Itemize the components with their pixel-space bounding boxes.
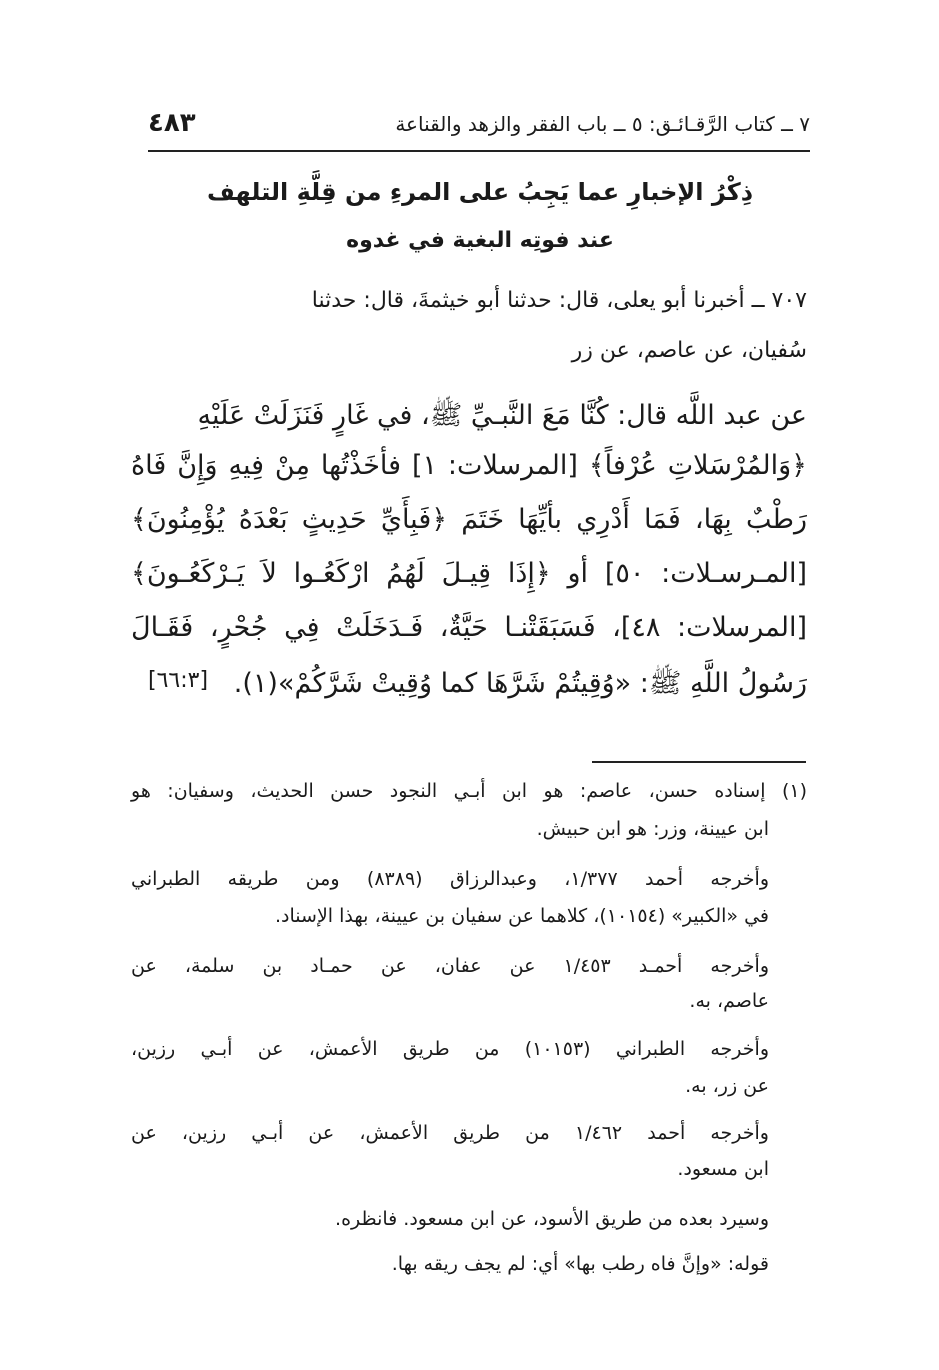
footnote-4-line-1: وأخرجه الطبراني (١٠١٥٣) من طريق الأعمش، عن أبـي رزين،: [131, 1038, 769, 1060]
hadith-line-3: رَطْبٌ بِهَا، فَمَا أَدْرِي بأيِّهَا خَتَمَ ﴿فَبِأَيِّ حَدِيثٍ بَعْدَهُ يُؤْمِنُونَ﴾: [131, 504, 807, 535]
isnad-line-2: سُفيان، عن عاصم، عن زر: [571, 338, 807, 363]
section-heading-line-2: عند فوتِه البغية في غدوه: [346, 228, 614, 253]
footnote-2-line-1: وأخرجه أحمد ١/٣٧٧، وعبدالرزاق (٨٣٨٩) ومن طريقه الطبراني: [131, 868, 770, 890]
footnote-3-line-1: وأخرجه أحمـد ١/٤٥٣ عن عفان، عن حمـاد بن سلمة، عن: [131, 955, 770, 977]
footnote-5-line-2: ابن مسعود.: [677, 1158, 769, 1180]
section-heading-line-1: ذِكْرُ الإخبارِ عما يَجِبُ على المرءِ من قِلَّةِ التلهف: [206, 178, 754, 206]
page-number: ٤٨٣: [148, 108, 196, 138]
footnote-1-line-1: (١) إسناده حسن، عاصم: هو ابن أبـي النجود حسن الحديث، وسفيان: هو: [131, 780, 807, 802]
hadith-line-6: رَسُولُ اللَّهِ ﷺ: «وُقِيتُمْ شَرَّهَا كما وُقِيتْ شَرَّكُمْ»(١).: [233, 668, 807, 699]
isnad-line-1: ٧٠٧ ــ أخبرنا أبو يعلى، قال: حدثنا أبو خيثمةَ، قال: حدثنا: [311, 288, 807, 313]
running-title: ٧ ــ كتاب الرَّقـائـق: ٥ ــ باب الفقر والزهد والقناعة: [395, 112, 810, 136]
footnote-5-line-1: وأخرجه أحمد ١/٤٦٢ من طريق الأعمش، عن أبـي رزين، عن: [131, 1122, 769, 1144]
footnote-separator: [592, 761, 806, 763]
footnote-1-line-2: ابن عيينة، وزر: هو ابن حبيش.: [536, 818, 769, 840]
footnote-7: قوله: «وإنَّ فاه رطب بها» أي: لم يجف ريقه بها.: [391, 1253, 769, 1275]
footnote-3-line-2: عاصم، به.: [689, 990, 769, 1012]
hadith-line-5: [المرسلات: ٤٨]، فَسَبَقَتْنـا حَيَّةٌ، فَـدَخَلَتْ فِي جُحْرٍ، فَقَـالَ: [131, 612, 807, 643]
hadith-line-1: عن عبد اللَّه قال: كُنَّا مَعَ النَّبـيِّ ﷺ، في غَارٍ فَنَزَلَتْ عَلَيْهِ: [197, 400, 807, 431]
footnote-6: وسيرد بعده من طريق الأسود، عن ابن مسعود. فانظره.: [335, 1208, 769, 1230]
hadith-reference: [٦٦:٣]: [148, 668, 209, 693]
footnote-4-line-2: عن زر، به.: [685, 1075, 769, 1097]
hadith-line-4: [المـرسـلات: ٥٠] أو ﴿إِذَا قِيـلَ لَهُمُ ارْكَعُـوا لاَ يَـرْكَعُـونَ﴾: [131, 558, 807, 589]
footnote-2-line-2: في «الكبير» (١٠١٥٤)، كلاهما عن سفيان بن عيينة، بهذا الإسناد.: [275, 905, 769, 927]
hadith-line-2: ﴿وَالمُرْسَلاتِ عُرْفاً﴾ [المرسلات: ١] فأخَذْتُها مِنْ فِيهِ وَإِنَّ فَاهُ: [131, 450, 807, 481]
running-header: [148, 104, 810, 152]
